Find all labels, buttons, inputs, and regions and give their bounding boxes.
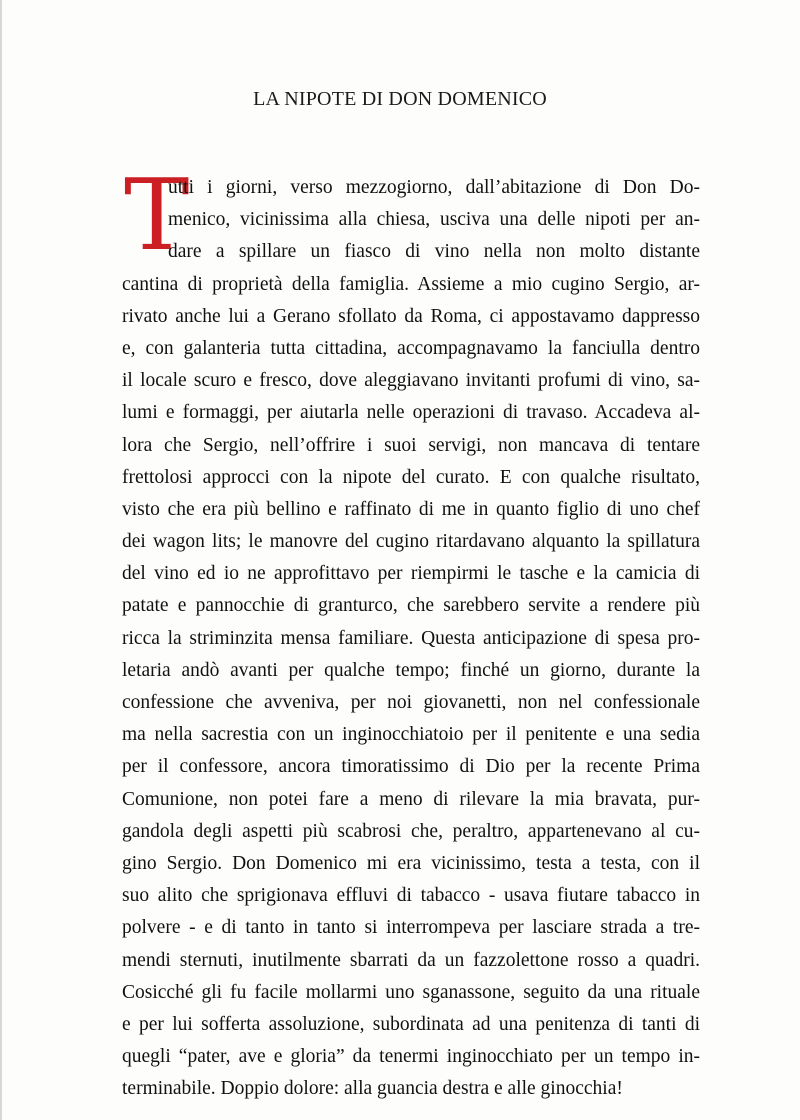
text-line: letaria andò avanti per qualche tempo; finché un giorno, durante la (122, 659, 700, 681)
text-line: del vino ed io ne approfittavo per riempirmi le tasche e la camicia di (122, 563, 700, 585)
text-line: lumi e formaggi, per aiutarla nelle operazioni di travaso. Accadeva al- (122, 402, 700, 424)
text-line: lora che Sergio, nell’offrire i suoi servigi, non mancava di tentare (122, 434, 700, 456)
page-edge (0, 0, 2, 1120)
text-line: quegli “pater, ave e gloria” da tenermi inginocchiato per un tempo in- (122, 1046, 700, 1068)
text-line: per il confessore, ancora timoratissimo di Dio per la recente Prima (122, 756, 700, 778)
text-line: menico, vicinissima alla chiesa, usciva una delle nipoti per an- (168, 209, 700, 231)
text-line: patate e pannocchie di granturco, che sarebbero servite a rendere più (122, 595, 700, 617)
text-line: dei wagon lits; le manovre del cugino ritardavano alquanto la spillatura (122, 531, 700, 553)
text-line: cantina di proprietà della famiglia. Assieme a mio cugino Sergio, ar- (122, 273, 700, 295)
text-line: suo alito che sprigionava effluvi di tabacco - usava fiutare tabacco in (122, 885, 700, 907)
text-line: confessione che avveniva, per noi giovanetti, non nel confessionale (122, 692, 700, 713)
text-line: frettolosi approcci con la nipote del curato. E con qualche risultato, (122, 466, 700, 488)
text-line: mendi sternuti, inutilmente sbarrati da un fazzolettone rosso a quadri. (122, 949, 700, 971)
text-line: gandola degli aspetti più scabrosi che, peraltro, appartenevano al cu- (122, 820, 700, 842)
text-line: gino Sergio. Don Domenico mi era vicinissimo, testa a testa, con il (122, 852, 700, 874)
text-line: il locale scuro e fresco, dove aleggiavano invitanti profumi di vino, sa- (122, 370, 700, 392)
text-line: ma nella sacrestia con un inginocchiatoio per il penitente e una sedia (122, 724, 700, 746)
text-line: visto che era più bellino e raffinato di me in quanto figlio di uno chef (122, 498, 700, 520)
text-line: rivato anche lui a Gerano sfollato da Roma, ci appostavamo dappresso (122, 305, 700, 327)
text-line: e per lui sofferta assoluzione, subordinata ad una penitenza di tanti di (122, 1013, 700, 1035)
text-line: e, con galanteria tutta cittadina, accompagnavamo la fanciulla dentro (122, 337, 700, 359)
body-paragraph (122, 159, 700, 1105)
text-line: utti i giorni, verso mezzogiorno, dall’abitazione di Don Do- (168, 177, 700, 198)
text-line: ricca la striminzita mensa familiare. Questa anticipazione di spesa pro- (122, 627, 700, 649)
text-line: Comunione, non potei fare a meno di rilevare la mia bravata, pur- (122, 788, 700, 810)
text-line: Cosicché gli fu facile mollarmi uno sganassone, seguito da una rituale (122, 981, 700, 1003)
text-line: terminabile. Doppio dolore: alla guancia destra e alle ginocchia! (122, 1078, 623, 1100)
drop-cap: T (124, 159, 190, 273)
text-line: polvere - e di tanto in tanto si interrompeva per lasciare strada a tre- (122, 917, 700, 939)
text-line: dare a spillare un fiasco di vino nella non molto distante (168, 241, 700, 263)
chapter-title: LA NIPOTE DI DON DOMENICO (253, 88, 547, 110)
